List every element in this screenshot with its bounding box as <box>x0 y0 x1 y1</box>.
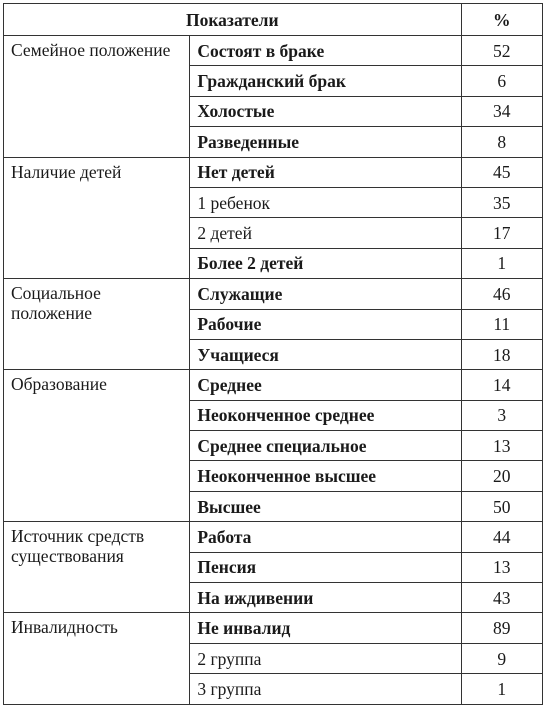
indicator-label: Нет детей <box>190 157 461 187</box>
indicator-label: Работа <box>190 522 461 552</box>
percent-value: 1 <box>461 674 542 704</box>
indicators-table <box>3 3 543 705</box>
header-indicators: Показатели <box>4 4 462 36</box>
indicator-label: 2 детей <box>190 218 461 248</box>
indicator-label: Учащиеся <box>190 339 461 369</box>
table-row <box>4 522 543 552</box>
percent-value: 35 <box>461 187 542 217</box>
percent-value: 45 <box>461 157 542 187</box>
percent-value: 1 <box>461 248 542 278</box>
header-percent: % <box>461 4 542 36</box>
indicator-label: 3 группа <box>190 674 461 704</box>
group-name: Наличие детей <box>4 157 190 279</box>
percent-value: 14 <box>461 370 542 400</box>
percent-value: 34 <box>461 96 542 126</box>
table-row <box>4 279 543 309</box>
group-name: Семейное положение <box>4 36 190 158</box>
group-name: Инвалидность <box>4 613 190 704</box>
percent-value: 44 <box>461 522 542 552</box>
indicator-label: Состоят в браке <box>190 36 461 66</box>
indicator-label: Разведенные <box>190 127 461 157</box>
percent-value: 6 <box>461 66 542 96</box>
percent-value: 20 <box>461 461 542 491</box>
table-row <box>4 36 543 66</box>
percent-value: 8 <box>461 127 542 157</box>
indicator-label: Среднее специальное <box>190 431 461 461</box>
indicator-label: Неоконченное среднее <box>190 400 461 430</box>
indicator-label: Рабочие <box>190 309 461 339</box>
indicator-label: Не инвалид <box>190 613 461 643</box>
indicator-label: Более 2 детей <box>190 248 461 278</box>
indicator-label: Среднее <box>190 370 461 400</box>
table-row <box>4 613 543 643</box>
indicator-label: На иждивении <box>190 583 461 613</box>
indicator-label: 1 ребенок <box>190 187 461 217</box>
percent-value: 3 <box>461 400 542 430</box>
percent-value: 43 <box>461 583 542 613</box>
table-body <box>4 36 543 705</box>
percent-value: 46 <box>461 279 542 309</box>
group-name: Социальное положение <box>4 279 190 370</box>
percent-value: 9 <box>461 643 542 673</box>
percent-value: 13 <box>461 431 542 461</box>
indicator-label: 2 группа <box>190 643 461 673</box>
table-row <box>4 370 543 400</box>
percent-value: 17 <box>461 218 542 248</box>
table-row <box>4 157 543 187</box>
indicator-label: Высшее <box>190 491 461 521</box>
group-name: Источник средств существования <box>4 522 190 613</box>
percent-value: 13 <box>461 552 542 582</box>
percent-value: 89 <box>461 613 542 643</box>
table-header-row <box>4 4 543 36</box>
indicator-label: Гражданский брак <box>190 66 461 96</box>
percent-value: 11 <box>461 309 542 339</box>
indicator-label: Холостые <box>190 96 461 126</box>
percent-value: 18 <box>461 339 542 369</box>
percent-value: 52 <box>461 36 542 66</box>
indicator-label: Пенсия <box>190 552 461 582</box>
indicator-label: Неоконченное высшее <box>190 461 461 491</box>
percent-value: 50 <box>461 491 542 521</box>
indicator-label: Служащие <box>190 279 461 309</box>
group-name: Образование <box>4 370 190 522</box>
